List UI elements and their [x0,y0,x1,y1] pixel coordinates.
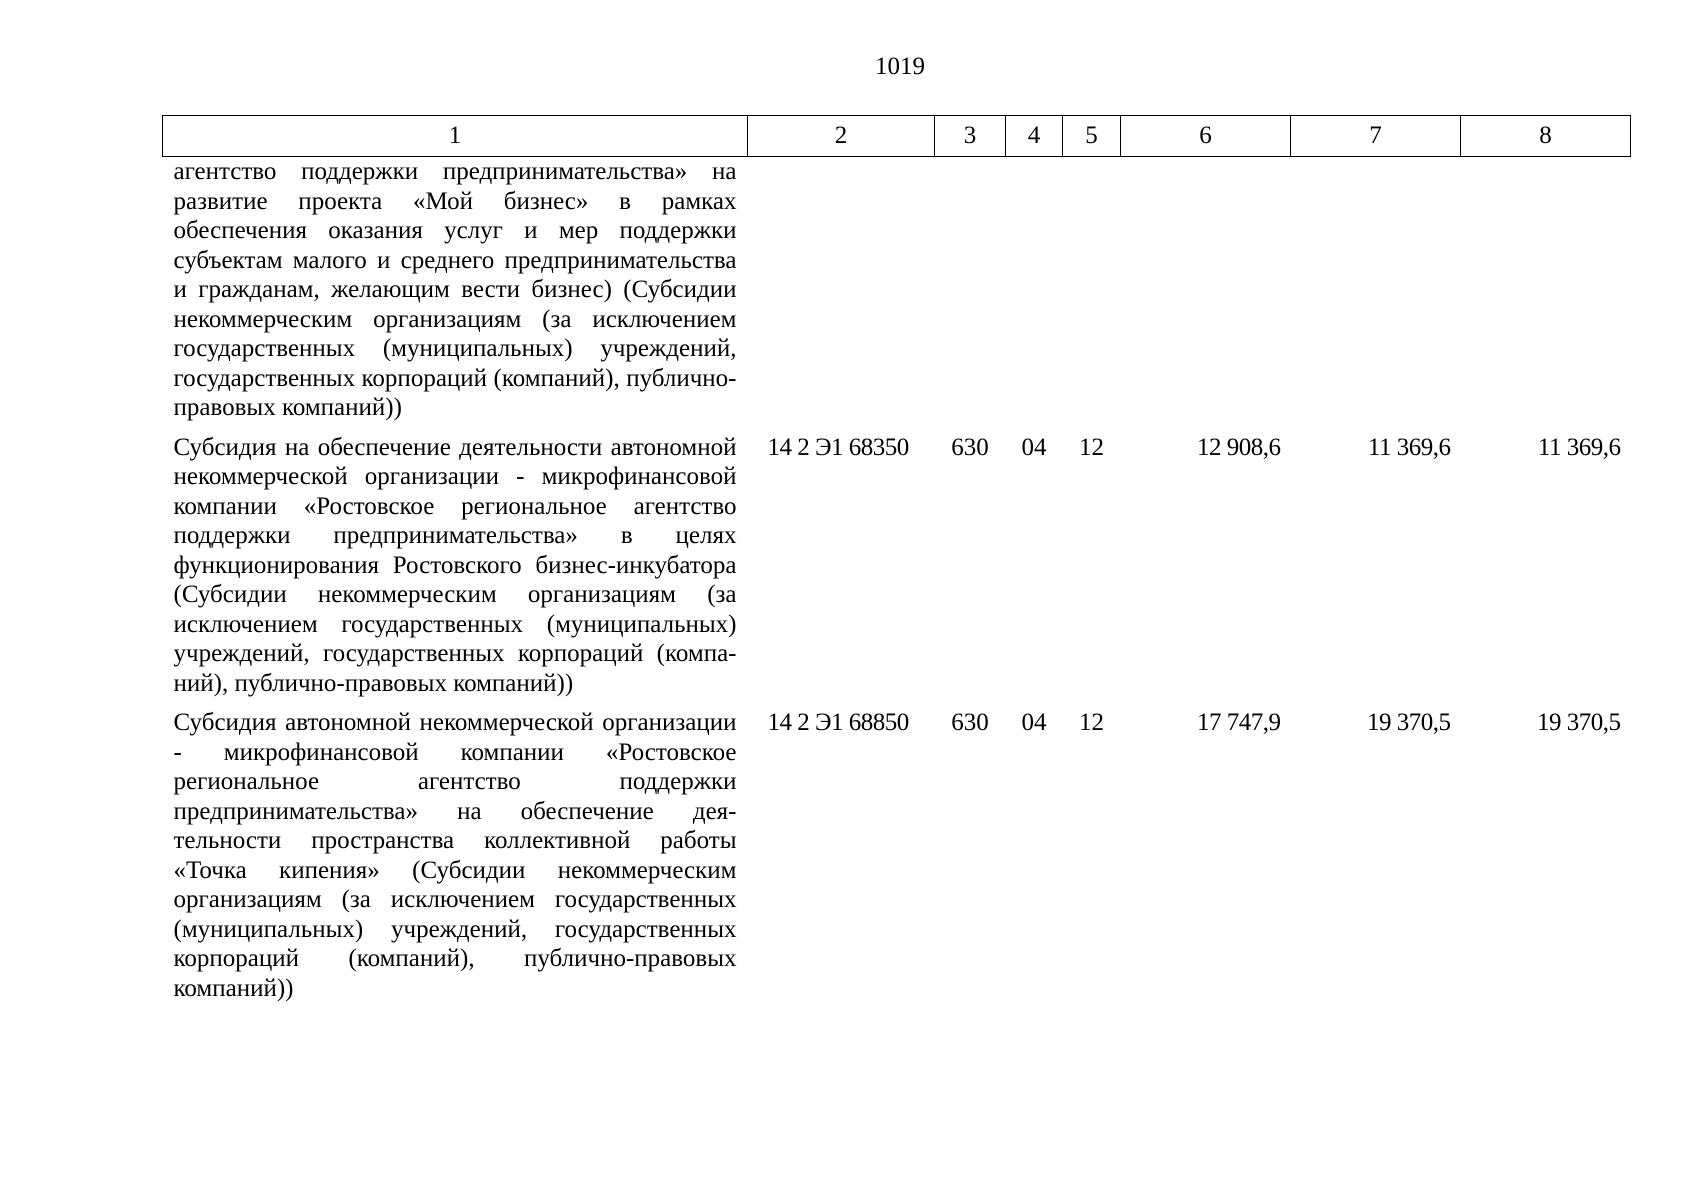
row-description: агентство поддержки предпринимательства» на развитие проекта «Мой бизнес» в рамках обеспечения оказания услуг и мер поддержки субъектам малого и среднего предпринимательства и гражданам, желающим вести бизнес) (Субсидии некоммерческим организациям (за исключением государственных (муниципальных) учреждений, государственных корпораций (компаний), публично-правовых компаний)) [173,158,737,421]
row-target-code: 14 2 Э1 68850 [767,709,909,736]
page-number: 1019 [875,53,925,80]
row-value-col6: 12 908,6 [1197,433,1281,461]
row-subsection: 12 [1079,709,1104,736]
row-subsection [1063,157,1121,433]
table-body [163,157,1631,1004]
row-section [1006,157,1063,433]
row-description: Субсидия автономной некоммерческой организации - микрофинансовой компании «Ростовское региональное агентство поддержки предпринимательства» на обеспечение деятельности пространства коллективной работы «Точка кипения» (Субсидии некоммерческим организациям (за исключением государственных (муниципальных) учреждений, государственных корпораций (компаний), публично-правовых компаний)) [173,709,737,1002]
table-row [163,433,1631,709]
row-value-col6: 17 747,9 [1197,709,1281,736]
row-target-code: 14 2 Э1 68350 [767,433,909,461]
row-value-col8 [1461,157,1631,433]
header-row [163,116,1631,157]
row-expense-type: 630 [951,709,989,736]
header-col-4: 4 [1006,116,1063,157]
row-value-col7: 11 369,6 [1367,433,1451,461]
table-row [163,157,1631,433]
header-col-8: 8 [1461,116,1631,157]
header-col-2: 2 [748,116,935,157]
table-header [163,116,1631,157]
header-col-7: 7 [1291,116,1461,157]
header-col-6: 6 [1121,116,1291,157]
row-value-col7 [1291,157,1461,433]
header-col-1: 1 [163,116,748,157]
header-col-3: 3 [935,116,1006,157]
row-expense-type [935,157,1006,433]
row-section: 04 [1021,433,1047,461]
row-value-col8: 19 370,5 [1537,709,1621,736]
row-target-code [748,157,935,433]
row-expense-type: 630 [951,433,989,461]
row-section: 04 [1021,709,1047,736]
table-row [163,708,1631,1003]
row-subsection: 12 [1079,433,1104,461]
row-value-col8: 11 369,6 [1537,433,1621,461]
row-description: Субсидия на обеспечение деятельности автономной некоммерческой организации - микрофинансовой компании «Ростовское региональное агентство поддержки предпринимательства» в целях функционирования Ростовского бизнес-инкубатора (Субсидии некоммерческим организациям (за исключением государственных (муниципальных) учреждений, государственных корпораций (компаний), публично-правовых компаний)) [173,433,737,697]
row-value-col7: 19 370,5 [1367,709,1451,736]
budget-table [162,115,1631,1003]
row-value-col6 [1121,157,1291,433]
header-col-5: 5 [1063,116,1121,157]
